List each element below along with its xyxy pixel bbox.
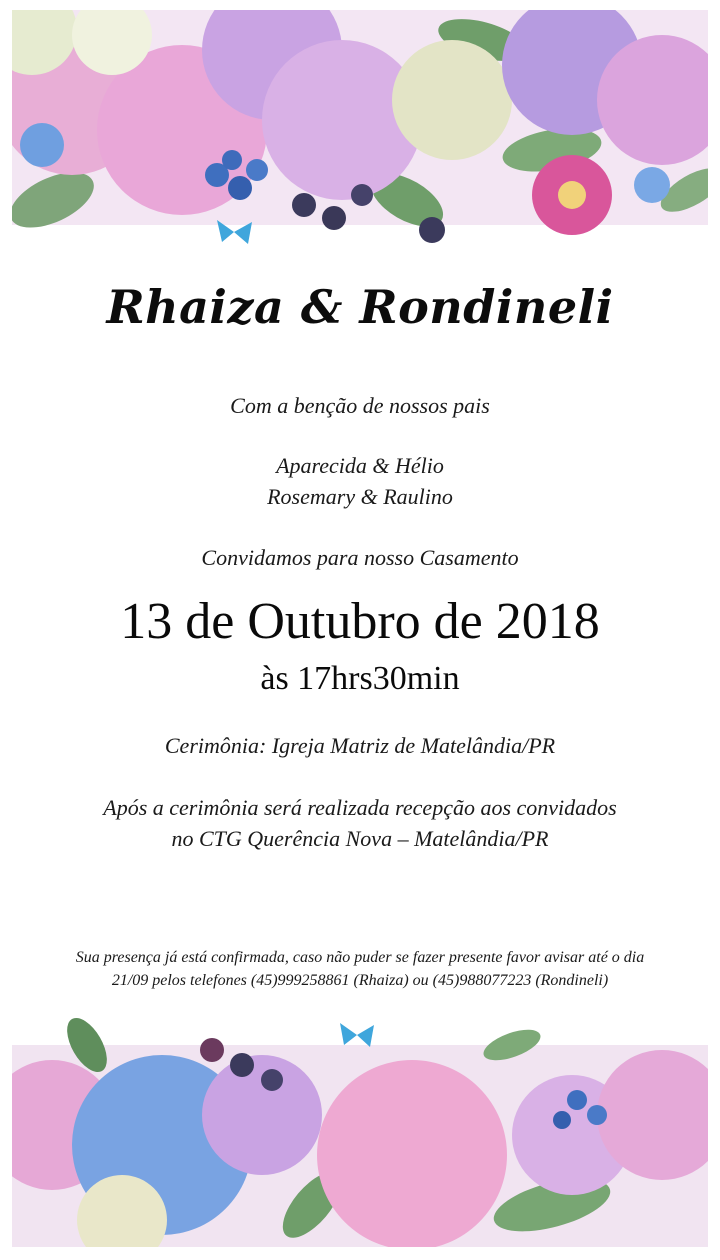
reception-line-1: Após a cerimônia será realizada recepção aos convidados [103, 795, 617, 820]
wedding-date: 13 de Outubro de 2018 [120, 593, 600, 650]
invite-line: Convidamos para nosso Casamento [201, 545, 519, 570]
rsvp-line-1: Sua presença já está confirmada, caso não puder se fazer presente favor avisar até o dia [75, 949, 645, 966]
couple-names: Rhaiza & Rondineli [106, 280, 614, 334]
parents-line-2: Rosemary & Raulino [267, 484, 453, 509]
blessing-text: Com a benção de nossos pais [230, 393, 490, 418]
wedding-time: às 17hrs30min [260, 660, 460, 697]
top-floral-border [12, 10, 708, 255]
ceremony-location: Cerimônia: Igreja Matriz de Matelândia/PR [164, 733, 556, 758]
reception-line-2: no CTG Querência Nova – Matelândia/PR [171, 826, 549, 851]
rsvp-line-2: 21/09 pelos telefones (45)999258861 (Rhaiza) ou (45)988077223 (Rondineli) [111, 972, 609, 989]
parents-line-1: Aparecida & Hélio [276, 453, 444, 478]
bottom-floral-border [12, 1005, 708, 1247]
